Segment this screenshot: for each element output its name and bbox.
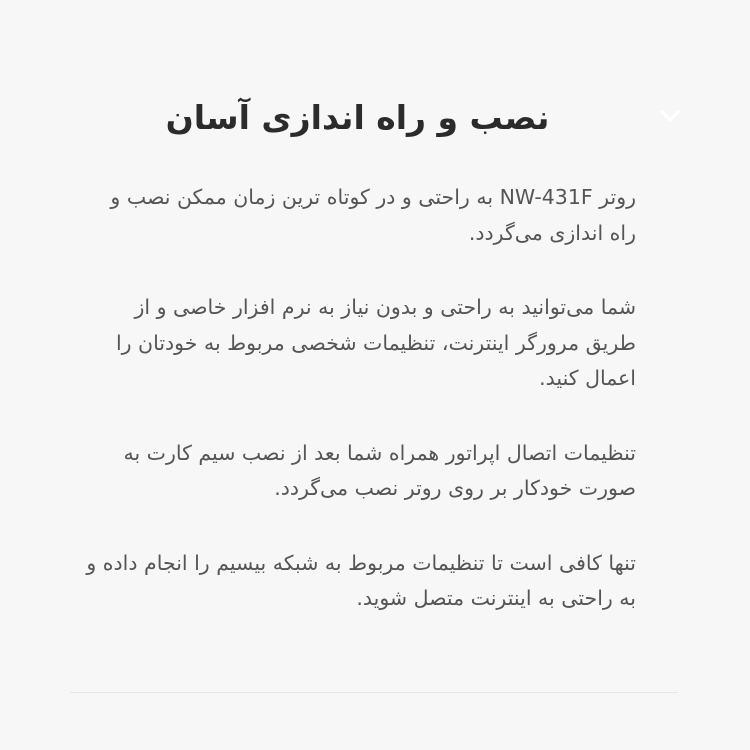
paragraph-operator-settings: تنظیمات اتصال اپراتور همراه شما بعد از نصب سیم کارت به صورت خودکار بر روی روتر نصب می‌گردد. — [123, 440, 636, 500]
divider — [70, 692, 678, 693]
chevron-down-icon[interactable] — [659, 108, 681, 124]
paragraph-wireless-setup: تنها کافی است تا تنظیمات مربوط به شبکه بیسیم را انجام داده و به راحتی به اینترنت متصل شوید. — [86, 550, 636, 610]
accordion-header[interactable] — [0, 92, 750, 148]
paragraph-easy-install: روتر NW-431F به راحتی و در کوتاه ترین زمان ممکن نصب و راه اندازی می‌گردد. — [110, 185, 636, 245]
section-content — [80, 180, 636, 617]
section-title: نصب و راه اندازی آسان — [165, 98, 550, 137]
paragraph-browser-settings: شما می‌توانید به راحتی و بدون نیاز به نرم افزار خاصی و از طریق مرورگر اینترنت، تنظیمات شخصی مربوط به خودتان را اعمال کنید. — [115, 295, 636, 390]
